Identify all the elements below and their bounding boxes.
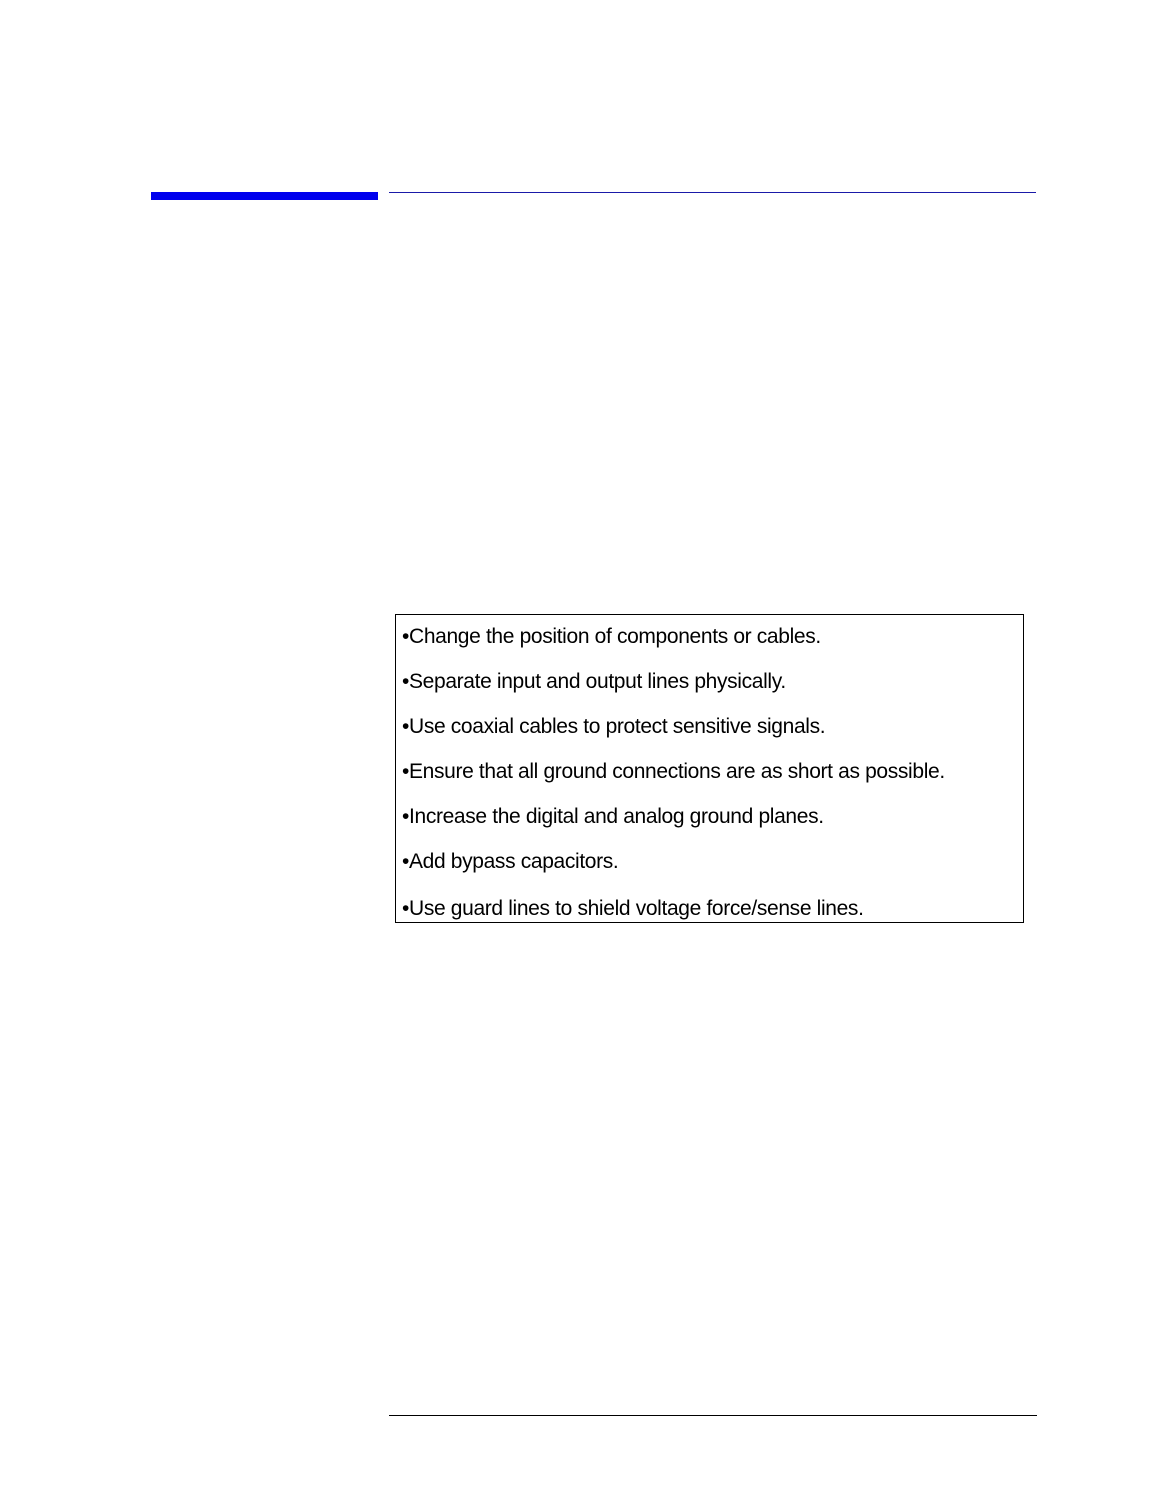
bullet-icon: • xyxy=(402,805,410,828)
tip-text: Separate input and output lines physically. xyxy=(409,670,786,693)
tip-text: Add bypass capacitors. xyxy=(409,850,619,873)
bullet-icon: • xyxy=(402,670,410,693)
tip-item xyxy=(402,895,864,923)
bullet-icon: • xyxy=(402,850,410,873)
tip-item xyxy=(402,848,618,876)
tip-text: Increase the digital and analog ground planes. xyxy=(409,805,824,828)
tip-text: Ensure that all ground connections are as short as possible. xyxy=(409,760,945,783)
tip-text: Use coaxial cables to protect sensitive signals. xyxy=(409,715,826,738)
footer-rule xyxy=(389,1415,1037,1416)
bullet-icon: • xyxy=(402,897,410,920)
bullet-icon: • xyxy=(402,625,410,648)
tip-item xyxy=(402,668,786,696)
section-header-rule xyxy=(389,192,1036,193)
tip-text: Use guard lines to shield voltage force/sense lines. xyxy=(409,897,864,920)
tips-box xyxy=(395,614,1024,923)
tip-item xyxy=(402,713,825,741)
bullet-icon: • xyxy=(402,760,410,783)
tip-text: Change the position of components or cables. xyxy=(409,625,821,648)
bullet-icon: • xyxy=(402,715,410,738)
tip-item xyxy=(402,758,945,786)
tip-item xyxy=(402,623,821,651)
tip-item xyxy=(402,803,824,831)
section-header-bar xyxy=(151,192,378,200)
